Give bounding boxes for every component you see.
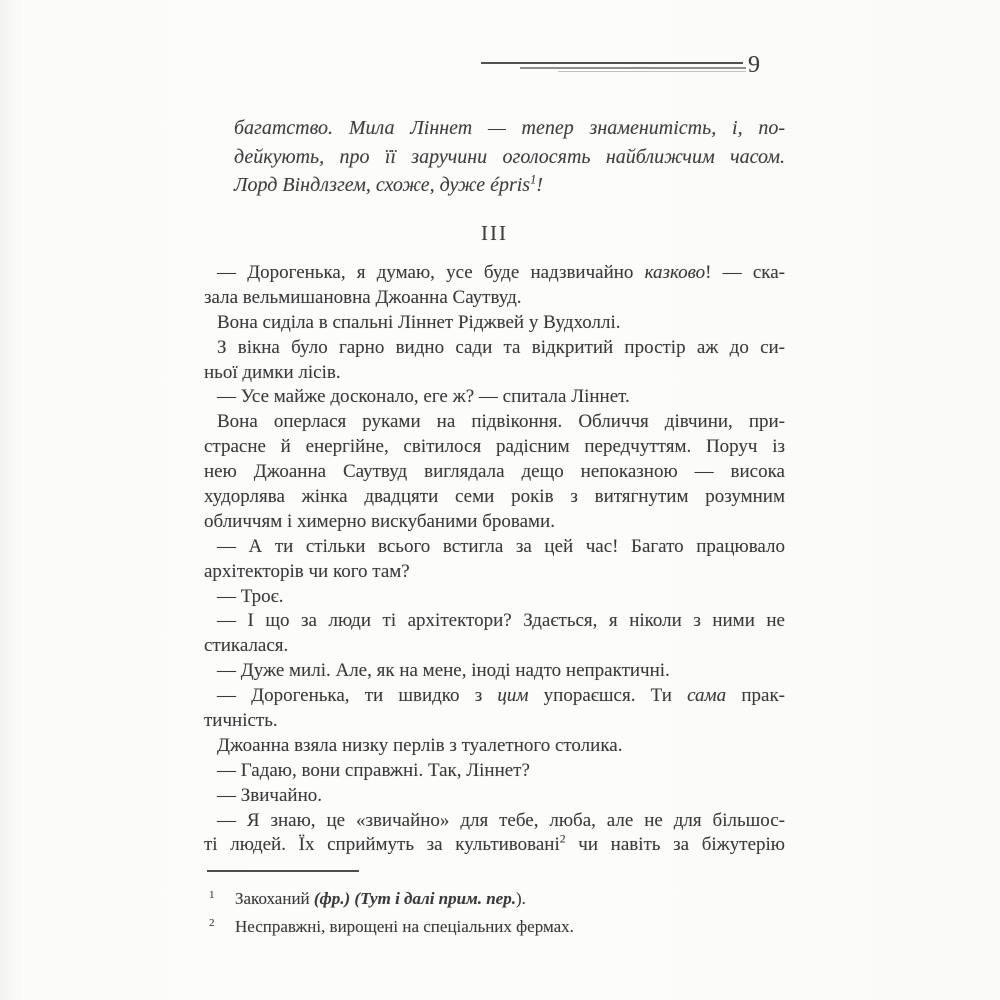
text-segment: ті людей. Їх сприймуть за культивовані (204, 834, 560, 856)
text-line (204, 659, 785, 684)
text-line (204, 336, 785, 361)
text-line (204, 759, 785, 784)
text-segment: Лорд Віндлзгем, схоже, дуже épris (234, 174, 531, 196)
text-line (234, 143, 785, 172)
text-segment: упораєшся. Ти (528, 685, 688, 707)
text-segment: страсне й енергійне, світилося радісним передчуттям. Поруч із (204, 436, 785, 458)
text-segment: — Звичайно. (217, 784, 322, 806)
text-segment: нею Джоанна Саутвуд виглядала дещо непоказною — висока (204, 461, 785, 483)
text-segment: Несправжні, вирощені на спеціальних фермах. (235, 917, 574, 936)
text-segment: (Тут і далі прим. пер. (354, 889, 516, 908)
text-segment: Вона сиділа в спальні Ліннет Ріджвей у Вудхоллі. (217, 311, 621, 333)
text-segment: — Я знаю, це «звичайно» для тебе, люба, але не для більшос- (217, 809, 785, 831)
text-segment: Джоанна взяла низку перлів з туалетного столика. (217, 734, 623, 756)
footnote-marker: 2 (209, 917, 215, 929)
text-line (204, 410, 785, 435)
text-line (204, 833, 785, 858)
footnote-list (206, 881, 787, 937)
text-line (204, 585, 785, 610)
text-line (204, 361, 785, 386)
text-segment: прак- (726, 685, 785, 707)
footnote (206, 881, 787, 909)
text-segment: цим (497, 685, 529, 707)
text-line (204, 734, 785, 759)
text-segment: Вона оперлася руками на підвіконня. Обличчя дівчини, при- (217, 411, 785, 433)
text-line (204, 809, 785, 834)
text-line (204, 510, 785, 535)
text-segment: Закоханий (235, 889, 314, 908)
text-segment: дейкують, про її заручини оголосять найближчим часом. (234, 145, 785, 168)
text-segment: ньої димки лісів. (204, 361, 341, 383)
text-line (204, 286, 785, 311)
text-segment: багатство. Мила Ліннет — тепер знаменитість, і, по- (234, 117, 785, 139)
text-segment: — А ти стільки всього встигла за цей час! Багато працювало (217, 535, 785, 557)
footnote-reference: 1 (530, 172, 537, 187)
text-line (234, 114, 785, 143)
text-line (204, 460, 785, 485)
text-segment: (фр.) (313, 889, 351, 908)
text-segment: сама (687, 685, 727, 707)
text-segment: обличчям і химерно вискубаними бровами. (204, 510, 555, 532)
section-heading: III (481, 221, 508, 245)
text-line (204, 435, 785, 460)
text-line (204, 709, 785, 734)
text-segment: — Дорогенька, ти швидко з (217, 685, 498, 707)
text-segment: казково (644, 262, 706, 283)
text-line (204, 634, 785, 659)
text-segment: стикалася. (204, 635, 289, 657)
text-line (204, 485, 785, 510)
text-line (204, 385, 785, 410)
text-line (204, 311, 785, 336)
text-segment: — Дуже милі. Але, як на мене, іноді надто непрактичні. (217, 660, 670, 682)
body-text (204, 261, 785, 858)
text-segment: — Гадаю, вони справжні. Так, Ліннет? (217, 759, 530, 781)
header-rule-dark (481, 62, 743, 64)
text-segment: ! (536, 174, 543, 196)
intro-quote (234, 114, 785, 200)
text-segment: — І що за люди ті архітектори? Здається, я ніколи з ними не (217, 610, 785, 632)
header-rule-light (558, 71, 746, 73)
page-number: 9 (748, 52, 760, 78)
text-segment: — Усе майже досконало, еге ж? — спитала Ліннет. (217, 386, 630, 408)
text-line (204, 684, 785, 709)
text-line (204, 609, 785, 634)
text-segment: худорлява жінка двадцяти семи років з витягнутим розумним (204, 486, 785, 508)
header-rule-mid (520, 67, 746, 69)
text-segment: тичність. (204, 710, 278, 732)
text-segment: — Троє. (217, 585, 284, 607)
footnote-separator (207, 870, 359, 872)
text-line (204, 261, 785, 286)
text-segment: чи навіть за біжутерію (565, 834, 785, 856)
text-line (234, 171, 785, 200)
text-line (204, 535, 785, 560)
text-segment: З вікна було гарно видно сади та відкритий простір аж до си- (217, 336, 785, 358)
text-segment: ). (515, 889, 526, 908)
text-segment: зала вельмишановна Джоанна Саутвуд. (204, 286, 522, 308)
footnote (206, 909, 787, 937)
text-segment: — Дорогенька, я думаю, усе буде надзвичайно (217, 262, 645, 283)
text-segment: архітекторів чи кого там? (204, 560, 410, 582)
text-line (204, 560, 785, 585)
text-line (204, 784, 785, 809)
footnote-marker: 1 (209, 889, 215, 901)
text-segment: ! — ска- (705, 262, 785, 283)
footnote-reference: 2 (559, 833, 566, 847)
